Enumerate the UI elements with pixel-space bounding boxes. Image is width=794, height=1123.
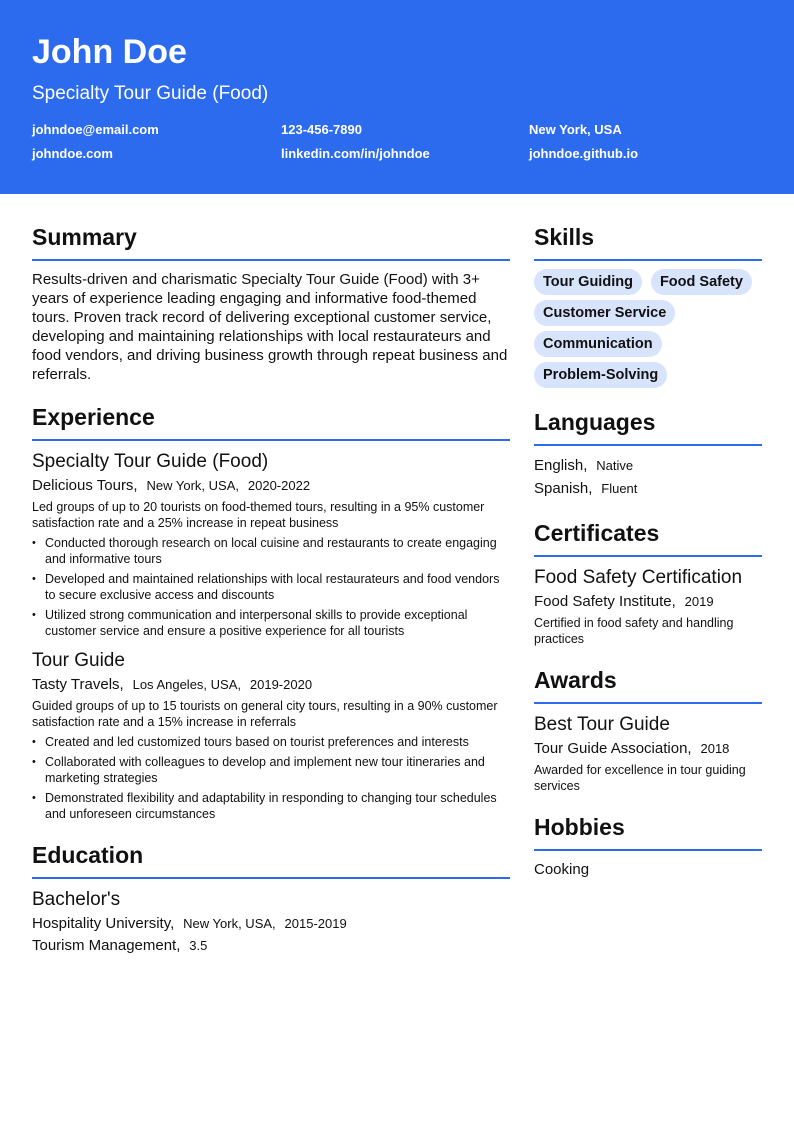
section-divider xyxy=(534,444,762,446)
experience-heading: Experience xyxy=(32,404,155,430)
summary-text: Results-driven and charismatic Specialty Tour Guide (Food) with 3+ years of experience leading engaging and informative food-themed tours. Proven track record of delivering exceptional customer service, developing and maintaining relationships with local restaurateurs and food vendors, and driving business growth through repeat business and referrals. xyxy=(32,271,508,383)
section-divider xyxy=(32,259,510,261)
job-entry xyxy=(32,450,510,639)
award-description: Awarded for excellence in tour guiding services xyxy=(534,763,746,793)
certificates-section xyxy=(534,518,762,647)
certificate-issuer: Food Safety Institute, xyxy=(534,593,676,610)
certificates-heading: Certificates xyxy=(534,520,660,546)
main-column xyxy=(32,222,510,956)
job-description: Led groups of up to 20 tourists on food-themed tours, resulting in a 95% customer satisfaction rate and a 25% increase in repeat business xyxy=(32,500,485,530)
skill-chip: Tour Guiding xyxy=(534,269,642,295)
summary-heading: Summary xyxy=(32,224,137,250)
language-name: English, xyxy=(534,457,588,474)
job-bullet: • Utilized strong communication and interpersonal skills to provide exceptional customer service and ensure a positive experience for all tourists xyxy=(45,607,510,639)
linkedin-link[interactable]: linkedin.com/in/johndoe xyxy=(281,146,430,161)
summary-section xyxy=(32,222,510,384)
awards-heading: Awards xyxy=(534,667,617,693)
certificate-meta xyxy=(534,592,762,612)
side-column xyxy=(534,222,762,880)
job-company: Delicious Tours, xyxy=(32,477,138,494)
job-dates: 2019-2020 xyxy=(249,677,313,692)
job-bullet: • Collaborated with colleagues to develop and implement new tour itineraries and marketing strategies xyxy=(45,754,510,786)
award-issuer: Tour Guide Association, xyxy=(534,740,692,757)
language-name: Spanish, xyxy=(534,480,593,497)
education-heading: Education xyxy=(32,842,144,868)
language-level: Native xyxy=(596,458,634,473)
job-bullet: • Created and led customized tours based on tourist preferences and interests xyxy=(45,734,510,750)
job-description: Guided groups of up to 15 tourists on general city tours, resulting in a 90% customer satisfaction rate and a 15% increase in referrals xyxy=(32,699,498,729)
field-of-study: Tourism Management, xyxy=(32,937,181,954)
section-divider xyxy=(534,849,762,851)
language-level: Fluent xyxy=(601,481,638,496)
education-section xyxy=(32,840,510,956)
section-divider xyxy=(534,702,762,704)
degree-title: Bachelor's xyxy=(32,889,121,910)
certificate-description: Certified in food safety and handling practices xyxy=(534,616,734,646)
languages-list xyxy=(534,454,762,500)
award-meta xyxy=(534,739,762,759)
skill-chip: Problem-Solving xyxy=(534,362,667,388)
skill-chip: Communication xyxy=(534,331,662,357)
education-dates: 2015-2019 xyxy=(284,916,347,931)
language-item xyxy=(534,454,762,477)
experience-section xyxy=(32,402,510,822)
job-bullet: • Conducted thorough research on local cuisine and restaurants to create engaging and informative tours xyxy=(45,535,510,567)
skill-chip: Customer Service xyxy=(534,300,675,326)
job-company: Tasty Travels, xyxy=(32,676,124,693)
job-title: Tour Guide xyxy=(32,650,125,671)
job-title: Specialty Tour Guide (Food) xyxy=(32,451,269,472)
award-title: Best Tour Guide xyxy=(534,714,670,735)
hobbies-heading: Hobbies xyxy=(534,814,625,840)
job-meta xyxy=(32,675,510,695)
hobby-item: Cooking xyxy=(534,861,590,878)
phone-text: 123-456-7890 xyxy=(281,122,362,137)
certificate-year: 2019 xyxy=(684,594,714,609)
job-location: Los Angeles, USA, xyxy=(132,677,241,692)
section-divider xyxy=(32,877,510,879)
email-link[interactable]: johndoe@email.com xyxy=(32,122,159,137)
job-bullet: • Demonstrated flexibility and adaptability in responding to changing tour schedules and unforeseen circumstances xyxy=(45,790,510,822)
job-meta xyxy=(32,476,510,496)
skills-section xyxy=(534,222,762,393)
education-field-row xyxy=(32,936,510,956)
school-location: New York, USA, xyxy=(183,916,276,931)
website-link[interactable]: johndoe.com xyxy=(32,146,113,161)
section-divider xyxy=(534,259,762,261)
job-bullets xyxy=(32,734,510,822)
certificate-title: Food Safety Certification xyxy=(534,567,743,588)
candidate-name: John Doe xyxy=(32,33,187,71)
awards-section xyxy=(534,665,762,794)
github-link[interactable]: johndoe.github.io xyxy=(529,146,639,161)
languages-section xyxy=(534,407,762,500)
section-divider xyxy=(534,555,762,557)
education-meta xyxy=(32,914,510,934)
hobbies-section xyxy=(534,812,762,880)
section-divider xyxy=(32,439,510,441)
job-bullet: • Developed and maintained relationships with local restaurateurs and food vendors to secure exclusive access and discounts xyxy=(45,571,510,603)
job-location: New York, USA, xyxy=(146,478,239,493)
candidate-title: Specialty Tour Guide (Food) xyxy=(32,83,269,104)
job-entry xyxy=(32,649,510,822)
gpa-value: 3.5 xyxy=(189,938,208,953)
resume-header xyxy=(0,0,794,194)
school-name: Hospitality University, xyxy=(32,915,175,932)
award-year: 2018 xyxy=(700,741,730,756)
skills-heading: Skills xyxy=(534,224,595,250)
languages-heading: Languages xyxy=(534,409,656,435)
location-text: New York, USA xyxy=(529,122,622,137)
skill-chip: Food Safety xyxy=(651,269,752,295)
job-dates: 2020-2022 xyxy=(247,478,311,493)
language-item xyxy=(534,477,762,500)
job-bullets xyxy=(32,535,510,639)
skills-list xyxy=(534,269,762,393)
